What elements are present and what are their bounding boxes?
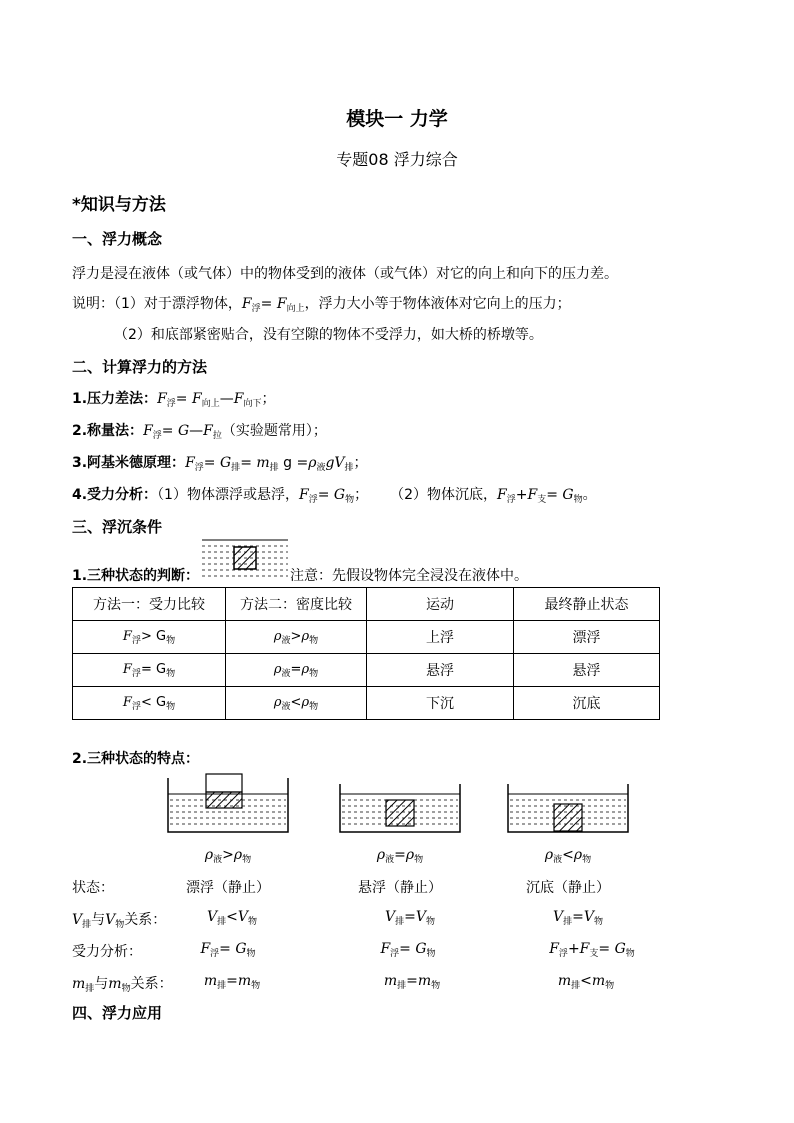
method-4: 4.受力分析：（1）物体漂浮或悬浮，$F_浮= G_物$； （2）物体沉底，$F_浮+F_支= G_物$。 — [72, 487, 597, 505]
mass-row-label: $m_排$与$m_物$关系： — [72, 976, 173, 994]
state-sinking: 沉底（静止） — [526, 880, 610, 896]
mass-rel-sinking: $m_排<m_物$ — [557, 973, 615, 991]
sec2-heading: 二、计算浮力的方法 — [72, 358, 208, 376]
method-2: 2.称量法：$F_浮=$ $G—F_拉$（实验题常用）； — [72, 423, 327, 441]
table-header-cell: 运动 — [367, 588, 514, 621]
volume-rel-floating: $V_排<V_物$ — [206, 909, 257, 927]
volume-rel-suspended: $V_排=V_物$ — [384, 909, 435, 927]
mass-rel-floating: $m_排=m_物$ — [203, 973, 261, 991]
force-rel-floating: $F_浮= G_物$ — [200, 941, 256, 959]
sinking-container-diagram — [506, 782, 630, 834]
table-row — [73, 687, 660, 720]
state-floating: 漂浮（静止） — [186, 880, 270, 896]
table-cell-force: $F_浮= G_物$ — [73, 654, 226, 687]
section-knowledge-heading: *知识与方法 — [72, 195, 166, 215]
sec1-definition: 浮力是浸在液体（或气体）中的物体受到的液体（或气体）对它的向上和向下的压力差。 — [72, 266, 618, 282]
table-row — [73, 654, 660, 687]
mass-rel-suspended: $m_排=m_物$ — [383, 973, 441, 991]
density-label-floating: $\rho_液>\rho_物$ — [204, 847, 252, 865]
judge-label: 1.三种状态的判断： — [72, 568, 200, 584]
submerged-block-diagram — [200, 538, 290, 580]
method-3: 3.阿基米德原理：$F_浮= G_排= m_排$ $g =\rho_液gV_排$； — [72, 455, 368, 473]
page-subtitle: 专题08 浮力综合 — [336, 150, 458, 169]
table-cell-final: 悬浮 — [514, 654, 660, 687]
force-row-label: 受力分析： — [72, 944, 142, 960]
volume-rel-sinking: $V_排=V_物$ — [552, 909, 603, 927]
table-cell-motion: 悬浮 — [367, 654, 514, 687]
floating-container-diagram — [166, 772, 290, 834]
table-header-cell: 方法二：密度比较 — [226, 588, 367, 621]
sec3-heading: 三、浮沉条件 — [72, 518, 163, 536]
method-1: 1.压力差法：$F_浮=$ $F_{向上}—F_{向下}$； — [72, 391, 276, 409]
sec1-heading: 一、浮力概念 — [72, 230, 163, 248]
page-title: 模块一 力学 — [346, 108, 448, 130]
density-label-sinking: $\rho_液<\rho_物$ — [544, 847, 592, 865]
force-rel-suspended: $F_浮= G_物$ — [380, 941, 436, 959]
table-header-cell: 最终静止状态 — [514, 588, 660, 621]
force-rel-sinking: $F_浮+F_支= G_物$ — [549, 941, 635, 959]
volume-row-label: $V_排$与$V_物$关系： — [72, 912, 167, 930]
judge-note: 注意：先假设物体完全浸没在液体中。 — [290, 568, 528, 584]
sec4-heading: 四、浮力应用 — [72, 1004, 163, 1022]
table-cell-motion: 上浮 — [367, 621, 514, 654]
floating-conditions-table — [72, 587, 660, 720]
table-header-row — [73, 588, 660, 621]
table-cell-force: $F_浮< G_物$ — [73, 687, 226, 720]
table-cell-final: 沉底 — [514, 687, 660, 720]
state-row-label: 状态： — [72, 880, 114, 896]
table-header-cell: 方法一：受力比较 — [73, 588, 226, 621]
table-cell-density: $\rho_液>\rho_物$ — [226, 621, 367, 654]
sec1-note1: 说明：（1）对于漂浮物体，$F_浮= F_{向上}$，浮力大小等于物体液体对它向上的压力； — [72, 296, 571, 314]
table-cell-force: $F_浮> G_物$ — [73, 621, 226, 654]
density-label-suspended: $\rho_液=\rho_物$ — [376, 847, 424, 865]
table-cell-final: 漂浮 — [514, 621, 660, 654]
state-suspended: 悬浮（静止） — [358, 880, 442, 896]
features-label: 2.三种状态的特点： — [72, 751, 200, 767]
table-row — [73, 621, 660, 654]
sec1-note2: （2）和底部紧密贴合，没有空隙的物体不受浮力，如大桥的桥墩等。 — [114, 327, 543, 343]
suspended-container-diagram — [338, 782, 462, 834]
table-cell-motion: 下沉 — [367, 687, 514, 720]
table-cell-density: $\rho_液=\rho_物$ — [226, 654, 367, 687]
table-cell-density: $\rho_液<\rho_物$ — [226, 687, 367, 720]
